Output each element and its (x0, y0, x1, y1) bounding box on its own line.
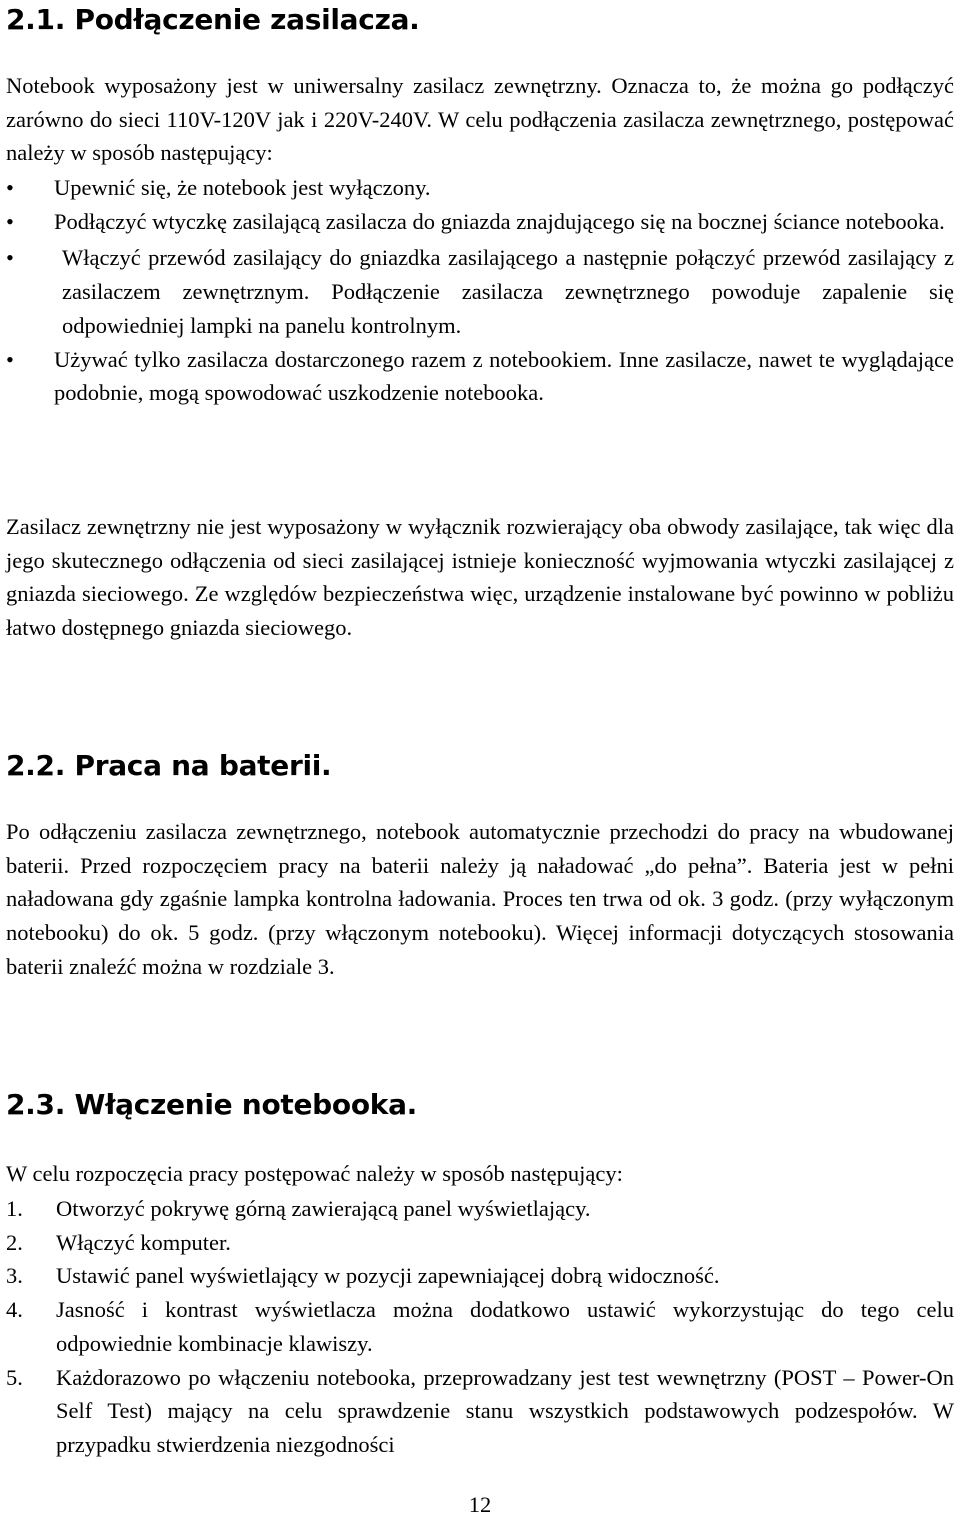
list-item-text: Włączyć przewód zasilający do gniazdka zasilającego a następnie połączyć przewód zasilający z zasilaczem zewnętrznym. Podłączenie zasilacza zewnętrznego powoduje zapalenie się odpowiedniej lampki na panelu kontrolnym. (62, 245, 954, 338)
bullet-icon: • (6, 245, 14, 271)
list-item-text: Jasność i kontrast wyświetlacza można dodatkowo ustawić wykorzystując do tego celu odpowiednie kombinacje klawiszy. (56, 1297, 954, 1356)
list-item (6, 1293, 954, 1360)
list-item (6, 171, 954, 205)
section-2-1-intro: Notebook wyposażony jest w uniwersalny zasilacz zewnętrzny. Oznacza to, że można go podłączyć zarówno do sieci 110V-120V jak i 220V-240V. W celu podłączenia zasilacza zewnętrznego, postępować należy w sposób następujący: (6, 73, 954, 166)
list-item-number: 3. (6, 1263, 23, 1289)
section-2-1-outro: Zasilacz zewnętrzny nie jest wyposażony w wyłącznik rozwierający oba obwody zasilające, tak więc dla jego skutecznego odłączenia od sieci zasilającej istnieje konieczność wyjmowania wtyczki zasilającej z gniazda sieciowego. Ze względów bezpieczeństwa więc, urządzenie instalowane być powinno w pobliżu łatwo dostępnego gniazda sieciowego. (6, 514, 954, 641)
bullet-icon: • (6, 175, 14, 200)
list-item-text: Upewnić się, że notebook jest wyłączony. (54, 175, 431, 200)
section-2-2-body: Po odłączeniu zasilacza zewnętrznego, notebook automatycznie przechodzi do pracy na wbudowanej baterii. Przed rozpoczęciem pracy na baterii należy ją naładować „do pełna”. Bateria jest w pełni naładowana gdy zgaśnie lampka kontrolna ładowania. Proces ten trwa od ok. 3 godz. (przy wyłączonym notebooku) do ok. 5 godz. (przy włączonym notebooku). Więcej informacji dotyczących stosowania baterii znaleźć można w rozdziale 3. (6, 819, 954, 979)
section-heading-2-3: 2.3. Włączenie notebooka. (6, 1088, 418, 1121)
list-item (6, 1226, 954, 1260)
bullet-icon: • (6, 346, 14, 372)
list-item (6, 241, 954, 342)
section-2-3-step-list (6, 1192, 954, 1462)
list-item (6, 1361, 954, 1462)
list-item-number: 2. (6, 1229, 23, 1255)
list-item-text: Podłączyć wtyczkę zasilającą zasilacza do gniazda znajdującego się na bocznej ściance notebooka. (54, 208, 945, 234)
section-heading-2-2: 2.2. Praca na baterii. (6, 749, 332, 782)
section-heading-2-1: 2.1. Podłączenie zasilacza. (6, 3, 420, 36)
section-2-3-intro: W celu rozpoczęcia pracy postępować należy w sposób następujący: (6, 1161, 623, 1186)
section-2-1-bullet-list (6, 171, 954, 410)
list-item-text: Ustawić panel wyświetlający w pozycji zapewniającej dobrą widoczność. (56, 1263, 720, 1289)
list-item-number: 1. (6, 1196, 23, 1221)
list-item-text: Włączyć komputer. (56, 1229, 231, 1255)
list-item (6, 1259, 954, 1293)
bullet-icon: • (6, 208, 14, 234)
list-item-number: 4. (6, 1297, 23, 1323)
list-item-text: Otworzyć pokrywę górną zawierającą panel wyświetlający. (56, 1196, 591, 1221)
list-item (6, 1192, 954, 1226)
page-number: 12 (468, 1492, 492, 1517)
list-item (6, 343, 954, 410)
list-item (6, 205, 954, 239)
list-item-number: 5. (6, 1364, 23, 1390)
list-item-text: Używać tylko zasilacza dostarczonego razem z notebookiem. Inne zasilacze, nawet te wyglądające podobnie, mogą spowodować uszkodzenie notebooka. (54, 346, 954, 406)
list-item-text: Każdorazowo po włączeniu notebooka, przeprowadzany jest test wewnętrzny (POST – Power-On Self Test) mający na celu sprawdzenie stanu wszystkich podstawowych podzespołów. W przypadku stwierdzenia niezgodności (56, 1364, 954, 1457)
